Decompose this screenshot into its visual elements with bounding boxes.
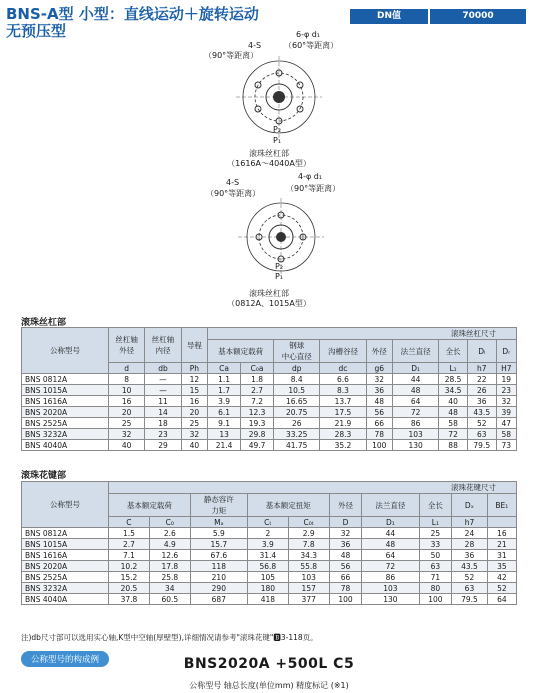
value-cell: 40 [439,396,468,407]
th-u-d: d [109,363,145,374]
value-cell: 24 [452,528,487,539]
value-cell: 37.8 [109,594,150,605]
th-u-dp: dp [274,363,320,374]
value-cell: 26 [467,385,496,396]
value-cell: 180 [247,583,288,594]
value-cell: 56 [366,407,392,418]
table-row [22,407,517,418]
value-cell: 1.8 [241,374,274,385]
value-cell: 36 [452,550,487,561]
dn-value: 70000 [428,9,526,24]
th-dl: Dₗ [467,340,496,363]
ball-screw-table-body [22,374,517,451]
fig1-caption: 滚珠丝杠部 [249,149,289,158]
value-cell: 1.5 [109,528,150,539]
value-cell: 56 [329,561,362,572]
model-cell: BNS 1015A [22,385,109,396]
th2-name: 公称型号 [22,482,109,528]
table-row [22,440,517,451]
value-cell: 78 [366,429,392,440]
value-cell: 12.3 [241,407,274,418]
value-cell: 2 [247,528,288,539]
value-cell: 1.7 [208,385,241,396]
ball-screw-table [21,327,517,451]
value-cell: 34.3 [288,550,329,561]
value-cell: 26 [274,418,320,429]
value-cell: 55.8 [288,561,329,572]
ball-screw-section-title: 滚珠丝杠部 [21,318,67,328]
dn-label: DN值 [350,9,428,24]
value-cell: 29 [145,440,181,451]
value-cell: 44 [362,528,419,539]
th2-u-d: D [329,517,362,528]
model-cell: BNS 4040A [22,440,109,451]
table-row [22,396,517,407]
value-cell: 58 [496,429,516,440]
value-cell: 25.8 [149,572,190,583]
value-cell: 100 [419,594,452,605]
value-cell: 17.5 [320,407,366,418]
fig2-d-sub: （90°等距离） [286,184,341,193]
model-cell: BNS 3232A [22,583,109,594]
table-row [22,583,517,594]
value-cell: 39 [496,407,516,418]
value-cell: 19.3 [241,418,274,429]
value-cell: 48 [366,396,392,407]
value-cell: 2.6 [149,528,190,539]
th-u-ph: Ph [181,363,207,374]
value-cell: 20.5 [109,583,150,594]
value-cell: 8.3 [320,385,366,396]
value-cell: 103 [288,572,329,583]
value-cell: 88 [439,440,468,451]
fig1-s-label: 4-S [248,41,262,50]
table-row [22,539,517,550]
th-u-h7: h7 [467,363,496,374]
value-cell: 86 [393,418,439,429]
th-u-dc: dc [320,363,366,374]
ball-spline-section-title: 滚珠花键部 [21,471,67,481]
value-cell: — [145,374,181,385]
value-cell: 66 [329,572,362,583]
value-cell: 44 [393,374,439,385]
th-u-H7: H7 [496,363,516,374]
th2-u-l: L₁ [419,517,452,528]
th-flange: 法兰直径 [393,340,439,363]
th2-moment: 静态容许 力矩 [190,494,247,517]
th2-be: BE₁ [487,494,516,517]
value-cell: 48 [362,539,419,550]
value-cell: 79.5 [452,594,487,605]
value-cell: 1.1 [208,374,241,385]
value-cell: — [145,385,181,396]
table-row [22,385,517,396]
model-cell: BNS 4040A [22,594,109,605]
th-nut-size: 滚珠丝杠尺寸 [208,328,517,340]
value-cell: 64 [362,550,419,561]
fig2-caption-sub: （0812A、1015A型） [227,299,311,308]
value-cell: 41.75 [274,440,320,451]
value-cell: 64 [393,396,439,407]
model-code-example: BNS2020A +500L C5 [183,656,355,672]
value-cell: 10.2 [109,561,150,572]
value-cell: 18 [145,418,181,429]
fig2-p2: P₂ [275,262,284,271]
th-od: 外径 [366,340,392,363]
value-cell: 12 [181,374,207,385]
value-cell: 32 [496,396,516,407]
value-cell: 34.5 [439,385,468,396]
value-cell: 16 [487,528,516,539]
value-cell: 2.7 [109,539,150,550]
value-cell: 15.7 [190,539,247,550]
value-cell: 72 [439,429,468,440]
th-name: 公称型号 [22,328,109,374]
value-cell: 15 [181,385,207,396]
value-cell: 52 [452,572,487,583]
value-cell: 2.7 [241,385,274,396]
fig2-caption: 滚珠丝杠部 [249,289,289,298]
value-cell: 36 [366,385,392,396]
value-cell: 105 [247,572,288,583]
value-cell: 20 [181,407,207,418]
value-cell: 157 [288,583,329,594]
table-row [22,572,517,583]
fig2-p1: P₁ [275,272,284,281]
value-cell: 86 [362,572,419,583]
value-cell: 43.5 [467,407,496,418]
value-cell: 40 [181,440,207,451]
value-cell: 35.2 [320,440,366,451]
value-cell: 63 [452,583,487,594]
th2-u-c: C [109,517,150,528]
value-cell: 48 [439,407,468,418]
th-groove: 沟槽谷径 [320,340,366,363]
value-cell: 58 [439,418,468,429]
model-cell: BNS 2525A [22,418,109,429]
value-cell: 4.9 [149,539,190,550]
value-cell: 28 [452,539,487,550]
value-cell: 64 [487,594,516,605]
value-cell: 20 [109,407,145,418]
value-cell: 48 [329,550,362,561]
value-cell: 28.3 [320,429,366,440]
value-cell: 13.7 [320,396,366,407]
table-row [22,374,517,385]
value-cell: 33 [419,539,452,550]
th-u-db: db [145,363,181,374]
model-code-parts: 公称型号 轴总长度(单位mm) 精度标记 (※1) [189,681,349,690]
th2-flange: 法兰直径 [362,494,419,517]
model-cell: BNS 2020A [22,407,109,418]
value-cell: 72 [362,561,419,572]
value-cell: 31 [487,550,516,561]
th2-u-ct: Cₜ [247,517,288,528]
value-cell: 17.8 [149,561,190,572]
value-cell: 16 [109,396,145,407]
fig1-p2: P₂ [273,125,282,134]
th2-torque: 基本额定扭矩 [247,494,329,517]
th2-u-c0t: C₀ₜ [288,517,329,528]
ball-spline-table-body [22,528,517,605]
value-cell: 100 [366,440,392,451]
value-cell: 47 [496,418,516,429]
th2-load: 基本额定载荷 [109,494,191,517]
value-cell: 100 [329,594,362,605]
value-cell: 13 [208,429,241,440]
model-cell: BNS 2020A [22,561,109,572]
value-cell: 25 [419,528,452,539]
th2-u-c0: C₀ [149,517,190,528]
th2-u-blank [487,517,516,528]
value-cell: 15.2 [109,572,150,583]
value-cell: 36 [467,396,496,407]
value-cell: 290 [190,583,247,594]
value-cell: 72 [393,407,439,418]
value-cell: 35 [487,561,516,572]
value-cell: 40 [109,440,145,451]
value-cell: 49.7 [241,440,274,451]
model-cell: BNS 3232A [22,429,109,440]
dn-value-box [350,9,526,24]
page-title: BNS-A型 小型：直线运动＋旋转运动 无预压型 [6,5,259,40]
value-cell: 23 [145,429,181,440]
value-cell: 32 [366,374,392,385]
value-cell: 7.1 [109,550,150,561]
model-cell: BNS 1616A [22,550,109,561]
fig1-s-sub: （90°等距离） [204,51,259,60]
value-cell: 43.5 [452,561,487,572]
structure-example-badge: 公称型号的构成例 [21,651,109,667]
value-cell: 67.6 [190,550,247,561]
value-cell: 23 [496,385,516,396]
th-shaft-od: 丝杠轴 外径 [109,328,145,363]
value-cell: 16 [181,396,207,407]
value-cell: 52 [467,418,496,429]
value-cell: 66 [366,418,392,429]
value-cell: 73 [496,440,516,451]
th-load: 基本额定载荷 [208,340,274,363]
value-cell: 78 [329,583,362,594]
value-cell: 3.9 [208,396,241,407]
th2-u-dk: D₁ [362,517,419,528]
value-cell: 7.8 [288,539,329,550]
model-cell: BNS 0812A [22,528,109,539]
value-cell: 14 [145,407,181,418]
value-cell: 9.1 [208,418,241,429]
value-cell: 210 [190,572,247,583]
fig2-s-label: 4-S [226,178,240,187]
th-u-ca: Ca [208,363,241,374]
fig2-d-label: 4-φ d₁ [298,172,323,181]
model-cell: BNS 1015A [22,539,109,550]
table-row [22,594,517,605]
value-cell: 36 [329,539,362,550]
th-lead: 导程 [181,328,207,363]
value-cell: 7.2 [241,396,274,407]
th2-length: 全长 [419,494,452,517]
table-row [22,528,517,539]
table-row [22,561,517,572]
value-cell: 48 [393,385,439,396]
value-cell: 52 [487,583,516,594]
value-cell: 21.9 [320,418,366,429]
value-cell: 25 [181,418,207,429]
value-cell: 71 [419,572,452,583]
th-u-g6: g6 [366,363,392,374]
value-cell: 42 [487,572,516,583]
fig1-p1: P₁ [273,136,282,145]
value-cell: 79.5 [467,440,496,451]
model-cell: BNS 1616A [22,396,109,407]
th-u-coa: C₀a [241,363,274,374]
value-cell: 21 [487,539,516,550]
th-u-d1: D₁ [393,363,439,374]
table-row [22,429,517,440]
footnote: 注)db尺寸部可以选用实心轴,K型中空轴(厚壁型),详细情况请参考"滚珠花键"🅱3-118页。 [21,633,318,642]
th2-u-h7: h7 [452,517,487,528]
value-cell: 130 [393,440,439,451]
fig2-s-sub: （90°等距离） [206,189,261,198]
value-cell: 60.5 [149,594,190,605]
fig1-d-sub: （60°等距离） [284,41,339,50]
table-row [22,418,517,429]
value-cell: 103 [362,583,419,594]
value-cell: 687 [190,594,247,605]
value-cell: 6.1 [208,407,241,418]
value-cell: 8 [109,374,145,385]
value-cell: 10 [109,385,145,396]
value-cell: 56.8 [247,561,288,572]
fig1-d-label: 6-φ d₁ [296,30,321,39]
value-cell: 11 [145,396,181,407]
value-cell: 63 [419,561,452,572]
th-u-l1: L₁ [439,363,468,374]
value-cell: 2.9 [288,528,329,539]
value-cell: 8.4 [274,374,320,385]
th-length: 全长 [439,340,468,363]
value-cell: 10.5 [274,385,320,396]
th2-u-m: Mₐ [190,517,247,528]
th-shaft-id: 丝杠轴 内径 [145,328,181,363]
value-cell: 5.9 [190,528,247,539]
value-cell: 32 [329,528,362,539]
value-cell: 25 [109,418,145,429]
value-cell: 118 [190,561,247,572]
value-cell: 16.65 [274,396,320,407]
th2-dx: Dₓ [452,494,487,517]
table-row [22,550,517,561]
value-cell: 32 [181,429,207,440]
value-cell: 6.6 [320,374,366,385]
value-cell: 103 [393,429,439,440]
value-cell: 29.8 [241,429,274,440]
value-cell: 31.4 [247,550,288,561]
model-cell: BNS 2525A [22,572,109,583]
model-cell: BNS 0812A [22,374,109,385]
value-cell: 130 [362,594,419,605]
value-cell: 3.9 [247,539,288,550]
value-cell: 80 [419,583,452,594]
fig1-caption-sub: （1616A～4040A型） [227,159,311,168]
value-cell: 50 [419,550,452,561]
th-ball-center: 钢球 中心直径 [274,340,320,363]
ball-spline-table [21,481,517,605]
th-dr: Dᵣ [496,340,516,363]
value-cell: 12.6 [149,550,190,561]
th2-od: 外径 [329,494,362,517]
th2-size: 滚珠花键尺寸 [109,482,517,494]
value-cell: 20.75 [274,407,320,418]
value-cell: 22 [467,374,496,385]
value-cell: 377 [288,594,329,605]
value-cell: 32 [109,429,145,440]
value-cell: 63 [467,429,496,440]
value-cell: 33.25 [274,429,320,440]
value-cell: 418 [247,594,288,605]
value-cell: 28.5 [439,374,468,385]
value-cell: 34 [149,583,190,594]
value-cell: 19 [496,374,516,385]
value-cell: 21.4 [208,440,241,451]
